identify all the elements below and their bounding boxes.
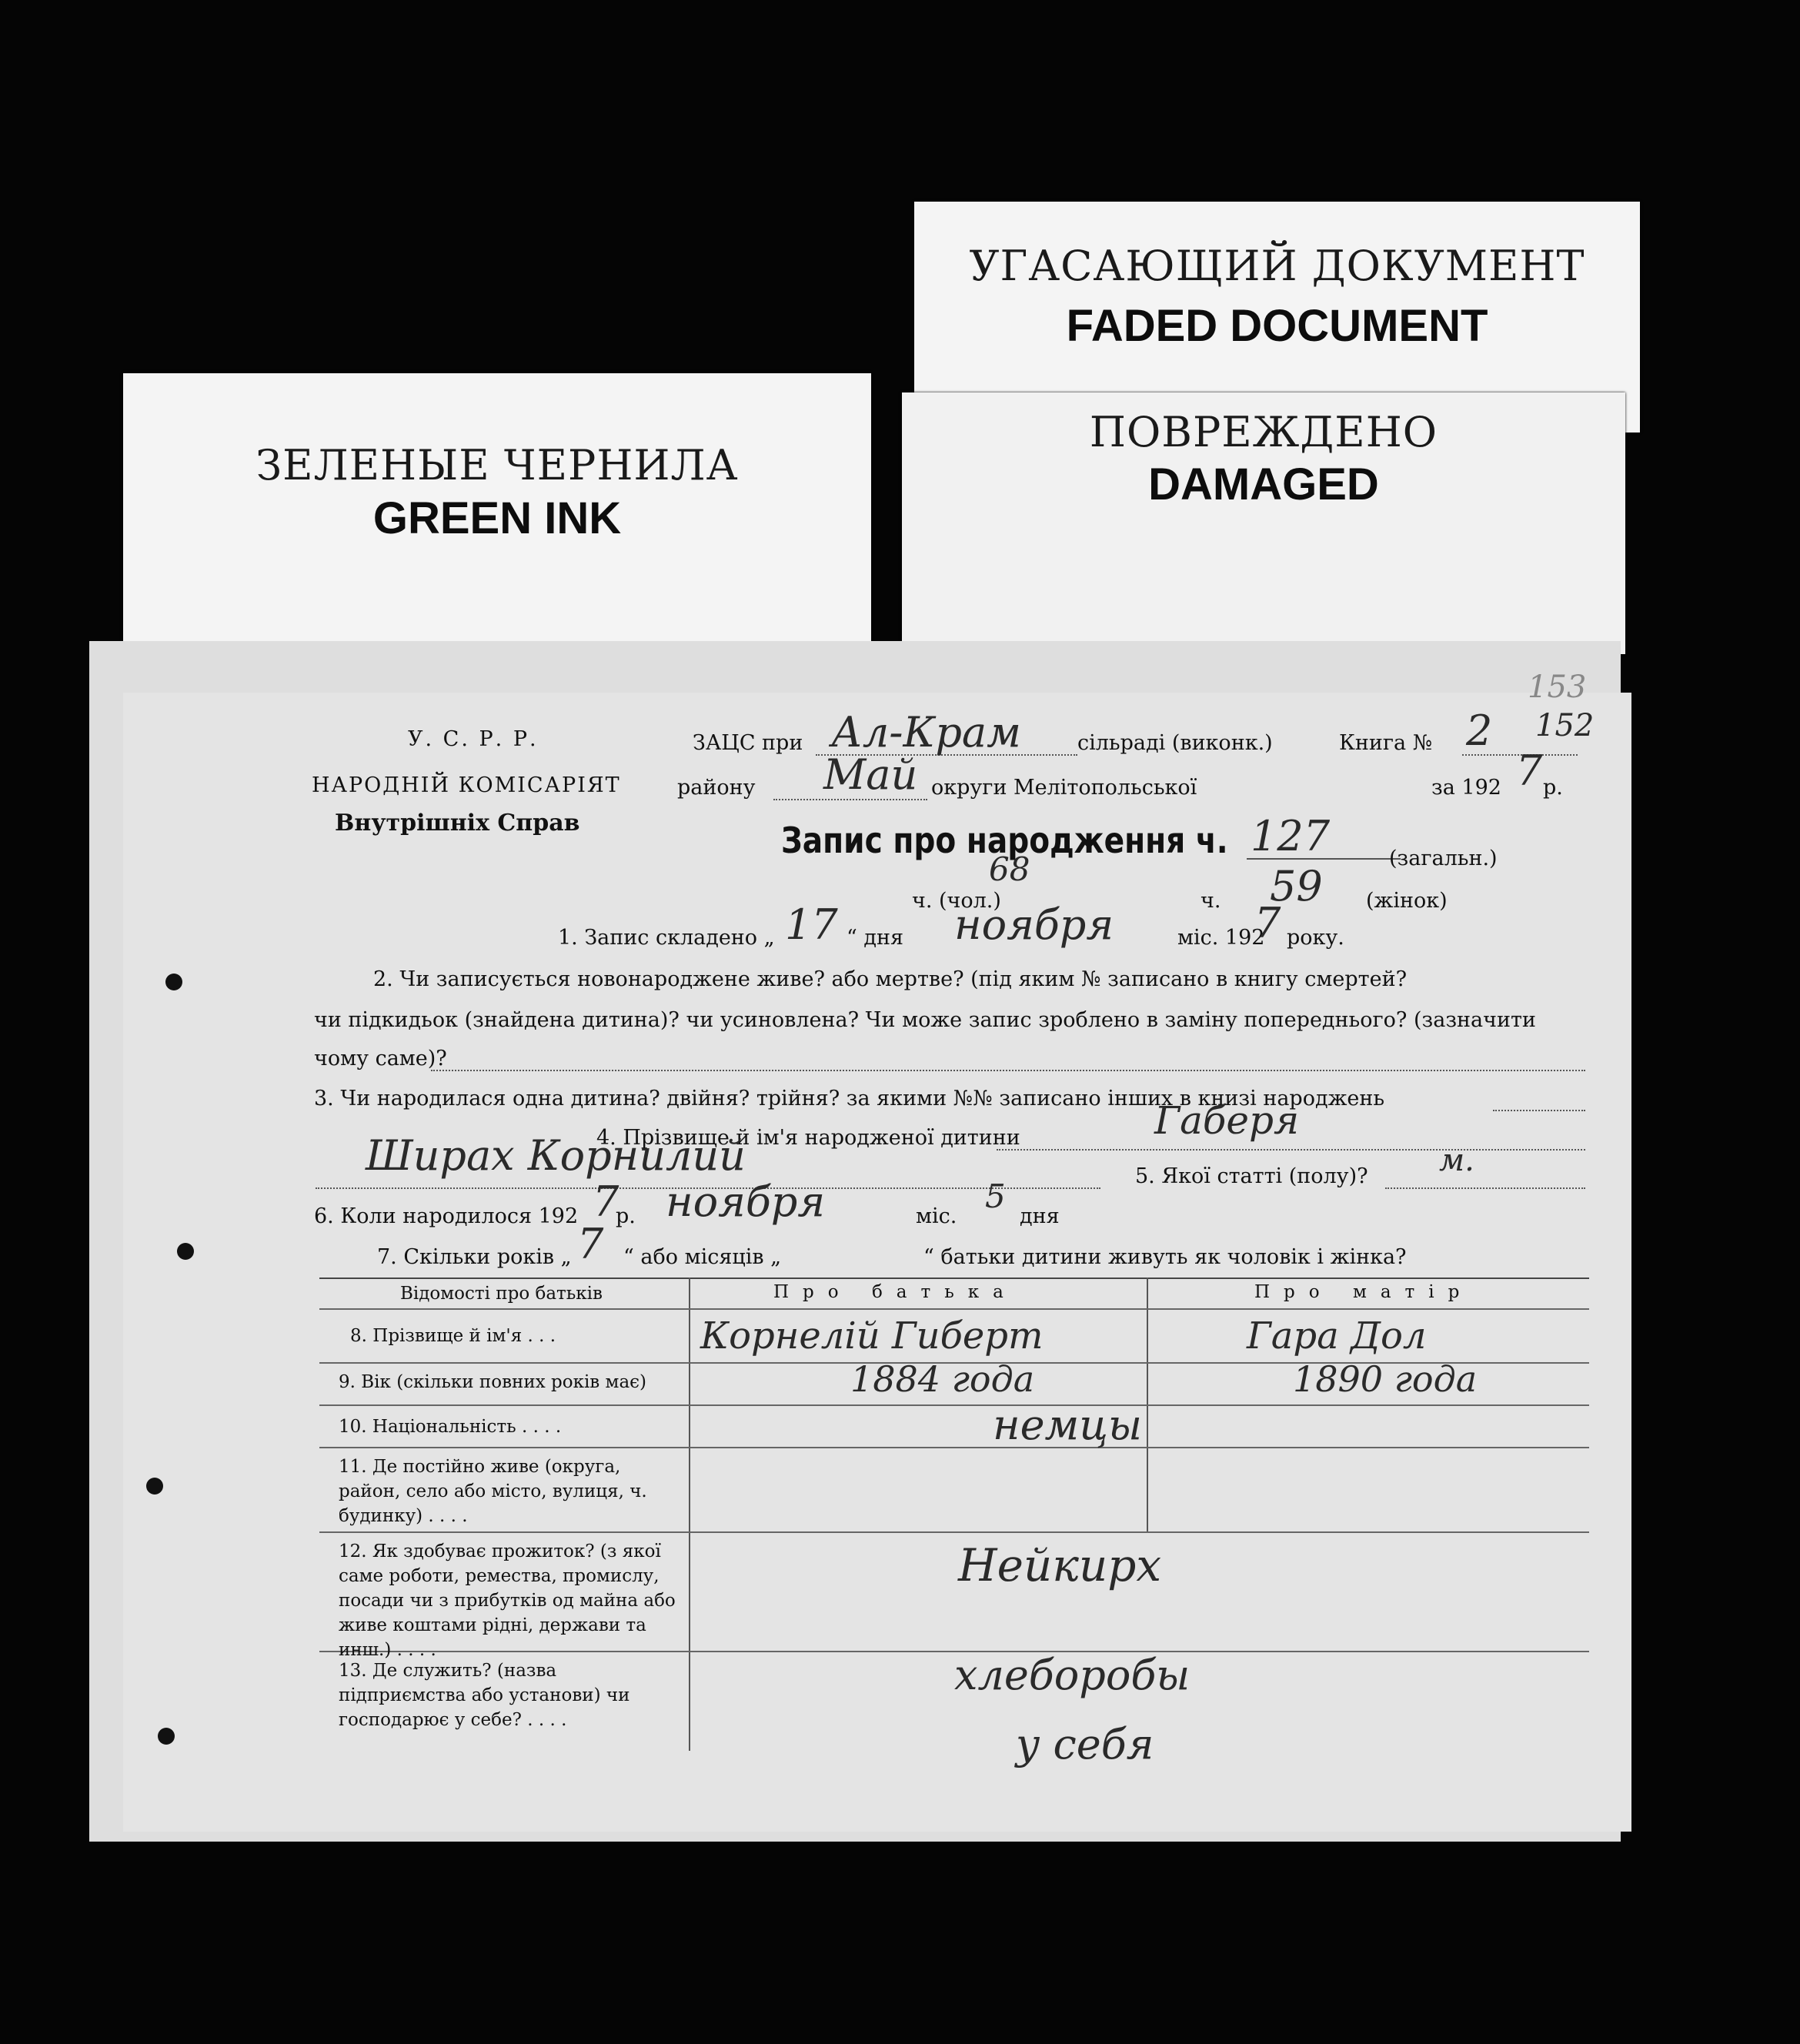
q4-surname-handwritten: Ширах Корнилий: [366, 1131, 746, 1180]
okrug-label: округи Мелітопольської: [931, 776, 1197, 800]
damaged-label-en: DAMAGED: [1148, 459, 1379, 509]
q7-years-handwritten: 7: [577, 1220, 604, 1268]
female-label: ч.: [1201, 889, 1221, 913]
q7-prefix: 7. Скільки років „: [377, 1245, 572, 1269]
father-age-handwritten: 1884 года: [850, 1358, 1035, 1400]
row-label-age: 9. Вік (скільки повних років має): [339, 1372, 647, 1392]
general-label: (загальн.): [1389, 847, 1498, 870]
female-count-handwritten: 59: [1270, 862, 1323, 910]
internal-affairs-label: Внутрішніх Справ: [335, 810, 580, 837]
faded-label-en: FADED DOCUMENT: [1066, 301, 1488, 351]
q6-day-handwritten: 5: [985, 1177, 1006, 1215]
zags-label: ЗАЦС при: [693, 731, 803, 755]
council-label: сільраді (виконк.): [1077, 731, 1273, 755]
q2-line1: 2. Чи записується новонароджене живе? або мертве? (під яким № записано в книгу смертей?: [373, 967, 1408, 991]
damaged-card: [902, 392, 1625, 654]
q1-day-handwritten: 17: [785, 900, 838, 949]
male-count-handwritten: 68: [989, 850, 1030, 888]
book-number-handwritten: 2: [1466, 706, 1493, 755]
q6-prefix: 6. Коли народилося 192: [314, 1204, 579, 1228]
year-handwritten: 7: [1516, 746, 1543, 795]
q7-suffix: “ батьки дитини живуть як чоловік і жінка?: [923, 1245, 1407, 1269]
q1-suffix: міс. 192: [1177, 926, 1265, 950]
workplace-handwritten: у себя: [1016, 1720, 1154, 1768]
faded-label-ru: УГАСАЮЩИЙ ДОКУМЕНТ: [969, 242, 1585, 290]
table-header-mother: Про матір: [1254, 1282, 1474, 1302]
row-label-name: 8. Прізвище й ім'я . . .: [350, 1326, 556, 1346]
q1-prefix: 1. Запис складено „: [558, 926, 775, 950]
q4-given-name-handwritten: Габеря: [1154, 1098, 1300, 1143]
punch-hole: [158, 1728, 175, 1745]
father-name-handwritten: Корнелій Гиберт: [700, 1314, 1044, 1358]
q5-handwritten: м.: [1439, 1143, 1474, 1178]
mother-age-handwritten: 1890 года: [1293, 1358, 1478, 1400]
book-label: Книга №: [1339, 731, 1433, 755]
q6-month-handwritten: ноября: [666, 1177, 826, 1226]
row-label-workplace: 13. Де служить? (назва підприємства або установи) чи господарює у себе? . . . .: [339, 1661, 630, 1730]
commissariat-label: НАРОДНІЙ КОМІСАРІЯТ: [312, 773, 621, 797]
punch-hole: [177, 1243, 194, 1260]
birth-record-form: [123, 670, 1631, 1832]
punch-hole: [165, 974, 182, 990]
corner-number-top: 153: [1528, 670, 1587, 705]
q1-month-handwritten: ноября: [954, 900, 1114, 949]
q6-mis: міс.: [916, 1204, 957, 1228]
village-handwritten: Ал-Крам: [831, 708, 1021, 756]
damaged-label-ru: ПОВРЕЖДЕНО: [1089, 408, 1438, 456]
row-label-occupation: 12. Як здобуває прожиток? (з якої саме роботи, ремества, промислу, посади чи з прибутків од майна або живе коштами рідні, держави та инш.) . . . .: [339, 1541, 676, 1660]
mother-name-handwritten: Гара Дол: [1247, 1314, 1427, 1358]
female-suffix: (жінок): [1366, 889, 1448, 913]
green-ink-card: [123, 373, 871, 673]
male-label: ч. (чол.): [912, 889, 1001, 913]
q1-end: року.: [1287, 926, 1344, 950]
q5-text: 5. Якої статті (полу)?: [1135, 1164, 1368, 1188]
row-label-nationality: 10. Національність . . . .: [339, 1417, 562, 1437]
q6-dnia: дня: [1020, 1204, 1060, 1228]
green-label-ru: ЗЕЛЕНЫЕ ЧЕРНИЛА: [255, 441, 739, 489]
q1-mid: “ дня: [847, 926, 904, 950]
row-label-residence: 11. Де постійно живе (округа, район, село або місто, вулиця, ч. будинку) . . . .: [339, 1457, 647, 1526]
year-label: за 192: [1431, 776, 1501, 800]
green-label-en: GREEN INK: [372, 493, 622, 543]
table-header-father: Про батька: [773, 1282, 1017, 1302]
record-title: Запис про народження ч.: [781, 820, 1228, 861]
q6-r: р.: [616, 1204, 636, 1228]
q1-year-handwritten: 7: [1254, 899, 1281, 947]
q4-text: 4. Прізвище й ім'я народженої дитини: [596, 1126, 1020, 1150]
record-number-handwritten: 127: [1251, 812, 1331, 860]
q3-text: 3. Чи народилася одна дитина? двійня? трійня? за якими №№ записано інших в книзі народжень: [314, 1087, 1385, 1111]
residence-handwritten: Нейкирх: [958, 1539, 1162, 1591]
table-header-info: Відомості про батьків: [400, 1284, 603, 1304]
district-label: району: [677, 776, 756, 800]
nationality-handwritten: немцы: [993, 1401, 1142, 1449]
district-handwritten: Май: [823, 750, 918, 799]
corner-number: 152: [1535, 708, 1595, 743]
ussr-label: У. С. Р. Р.: [408, 727, 539, 751]
punch-hole: [146, 1478, 163, 1495]
year-suffix: р.: [1543, 776, 1563, 800]
q2-line3: чому саме)?: [314, 1047, 447, 1070]
q7-mid: “ або місяців „: [623, 1245, 782, 1269]
q6-year-handwritten: 7: [593, 1177, 619, 1226]
occupation-handwritten: хлеборобы: [954, 1651, 1191, 1699]
q2-line2: чи підкидьок (знайдена дитина)? чи усиновлена? Чи може запис зроблено в заміну попереднього? (зазначити: [314, 1008, 1536, 1032]
